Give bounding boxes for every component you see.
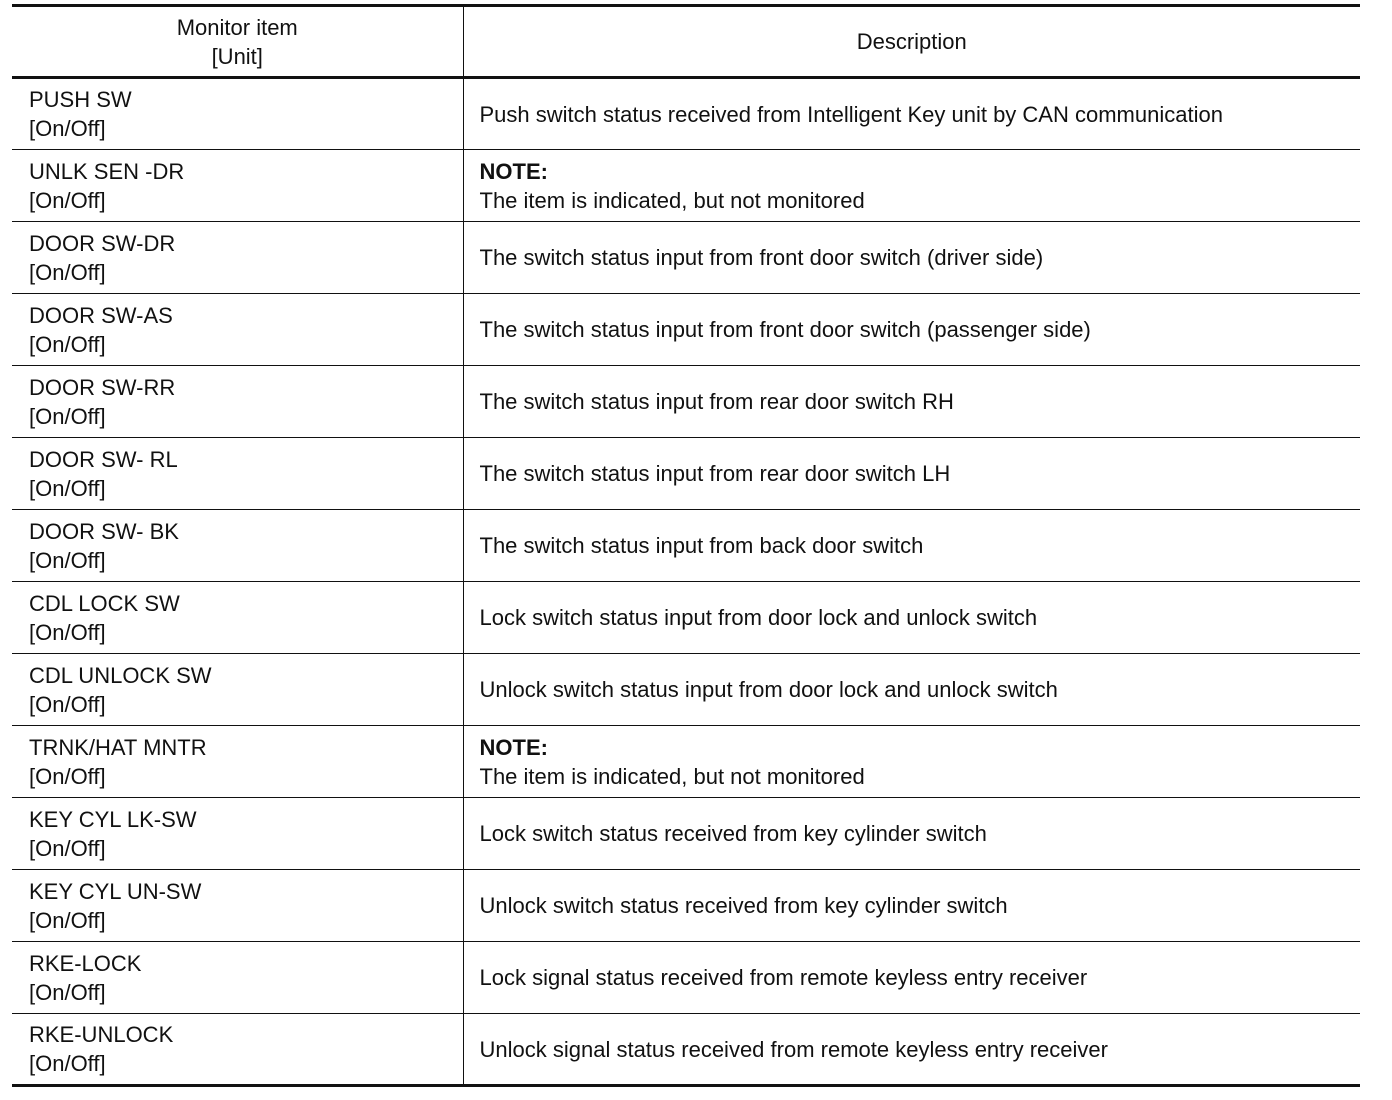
monitor-item-unit: [On/Off]: [29, 835, 106, 861]
description-text: Unlock switch status input from door lock and unlock switch: [479, 677, 1058, 702]
header-row: [12, 6, 1360, 78]
description-cell: [463, 222, 1360, 294]
monitor-item-cell: [12, 438, 463, 510]
monitor-item-unit: [On/Off]: [29, 475, 106, 501]
note-label: NOTE:: [479, 734, 548, 760]
header-unit-label: [Unit]: [211, 43, 263, 69]
description-text: Unlock switch status received from key cylinder switch: [479, 893, 1008, 918]
description-cell: [463, 78, 1360, 150]
description-text: The switch status input from front door switch (driver side): [479, 245, 1044, 270]
monitor-item-cell: [12, 870, 463, 942]
note-label: NOTE:: [479, 158, 548, 184]
description-cell: [463, 654, 1360, 726]
monitor-item-name: RKE-LOCK: [29, 950, 142, 976]
description-text: The item is indicated, but not monitored: [479, 187, 865, 213]
monitor-item-cell: [12, 510, 463, 582]
monitor-item-cell: [12, 150, 463, 222]
table-row: [12, 222, 1360, 294]
header-monitor-item: [12, 6, 463, 78]
monitor-item-name: CDL LOCK SW: [29, 590, 180, 616]
monitor-item-name: DOOR SW-RR: [29, 374, 176, 400]
monitor-item-unit: [On/Off]: [29, 259, 106, 285]
monitor-item-cell: [12, 726, 463, 798]
monitor-item-cell: [12, 798, 463, 870]
description-text: The switch status input from back door switch: [479, 533, 924, 558]
header-monitor-item-label: Monitor item: [176, 14, 298, 40]
table-row: [12, 294, 1360, 366]
table-row: [12, 438, 1360, 510]
monitor-item-cell: [12, 78, 463, 150]
table-row: [12, 942, 1360, 1014]
table-body: [12, 78, 1360, 1086]
monitor-item-unit: [On/Off]: [29, 691, 106, 717]
monitor-item-name: PUSH SW: [29, 87, 132, 112]
monitor-item-unit: [On/Off]: [29, 187, 106, 213]
description-cell: [463, 870, 1360, 942]
description-text: Lock signal status received from remote keyless entry receiver: [479, 965, 1088, 990]
monitor-item-name: UNLK SEN -DR: [29, 158, 185, 184]
description-text: Push switch status received from Intelligent Key unit by CAN communication: [479, 101, 1223, 127]
description-cell: [463, 798, 1360, 870]
monitor-item-name: DOOR SW- BK: [29, 518, 179, 544]
table-row: [12, 78, 1360, 150]
monitor-item-cell: [12, 1014, 463, 1086]
monitor-item-cell: [12, 654, 463, 726]
table-row: [12, 726, 1360, 798]
monitor-item-unit: [On/Off]: [29, 547, 106, 573]
table-row: [12, 510, 1360, 582]
monitor-item-name: KEY CYL UN-SW: [29, 878, 202, 904]
table-row: [12, 1014, 1360, 1086]
monitor-item-unit: [On/Off]: [29, 763, 106, 789]
description-cell: [463, 294, 1360, 366]
monitor-item-unit: [On/Off]: [29, 331, 106, 357]
description-text: Unlock signal status received from remote keyless entry receiver: [479, 1036, 1108, 1062]
table-row: [12, 150, 1360, 222]
monitor-item-unit: [On/Off]: [29, 403, 106, 429]
description-cell: [463, 582, 1360, 654]
table-header: [12, 6, 1360, 78]
monitor-table-container: [12, 4, 1360, 1087]
monitor-item-cell: [12, 294, 463, 366]
monitor-item-cell: [12, 222, 463, 294]
description-cell: [463, 366, 1360, 438]
table-row: [12, 582, 1360, 654]
monitor-item-unit: [On/Off]: [29, 116, 106, 141]
description-text: Lock switch status received from key cylinder switch: [479, 821, 987, 846]
header-description: [463, 6, 1360, 78]
monitor-item-name: KEY CYL LK-SW: [29, 806, 197, 832]
description-text: The item is indicated, but not monitored: [479, 763, 865, 789]
description-text: Lock switch status input from door lock and unlock switch: [479, 605, 1038, 630]
description-text: The switch status input from rear door switch RH: [479, 389, 954, 414]
monitor-item-table: [12, 4, 1360, 1087]
header-description-label: Description: [856, 29, 967, 54]
description-cell: [463, 942, 1360, 1014]
description-text: The switch status input from front door switch (passenger side): [479, 317, 1091, 342]
table-row: [12, 366, 1360, 438]
monitor-item-cell: [12, 942, 463, 1014]
table-row: [12, 798, 1360, 870]
table-row: [12, 870, 1360, 942]
description-cell: [463, 438, 1360, 510]
description-cell: [463, 726, 1360, 798]
description-cell: [463, 1014, 1360, 1086]
monitor-item-name: TRNK/HAT MNTR: [29, 734, 207, 760]
monitor-item-unit: [On/Off]: [29, 619, 106, 645]
monitor-item-name: DOOR SW- RL: [29, 446, 178, 472]
monitor-item-unit: [On/Off]: [29, 1051, 106, 1076]
monitor-item-unit: [On/Off]: [29, 979, 106, 1005]
monitor-item-cell: [12, 366, 463, 438]
description-cell: [463, 510, 1360, 582]
monitor-item-name: CDL UNLOCK SW: [29, 662, 212, 688]
description-cell: [463, 150, 1360, 222]
monitor-item-name: DOOR SW-AS: [29, 302, 173, 328]
monitor-item-name: RKE-UNLOCK: [29, 1022, 174, 1047]
monitor-item-name: DOOR SW-DR: [29, 230, 176, 256]
monitor-item-cell: [12, 582, 463, 654]
description-text: The switch status input from rear door switch LH: [479, 461, 951, 486]
monitor-item-unit: [On/Off]: [29, 907, 106, 933]
table-row: [12, 654, 1360, 726]
